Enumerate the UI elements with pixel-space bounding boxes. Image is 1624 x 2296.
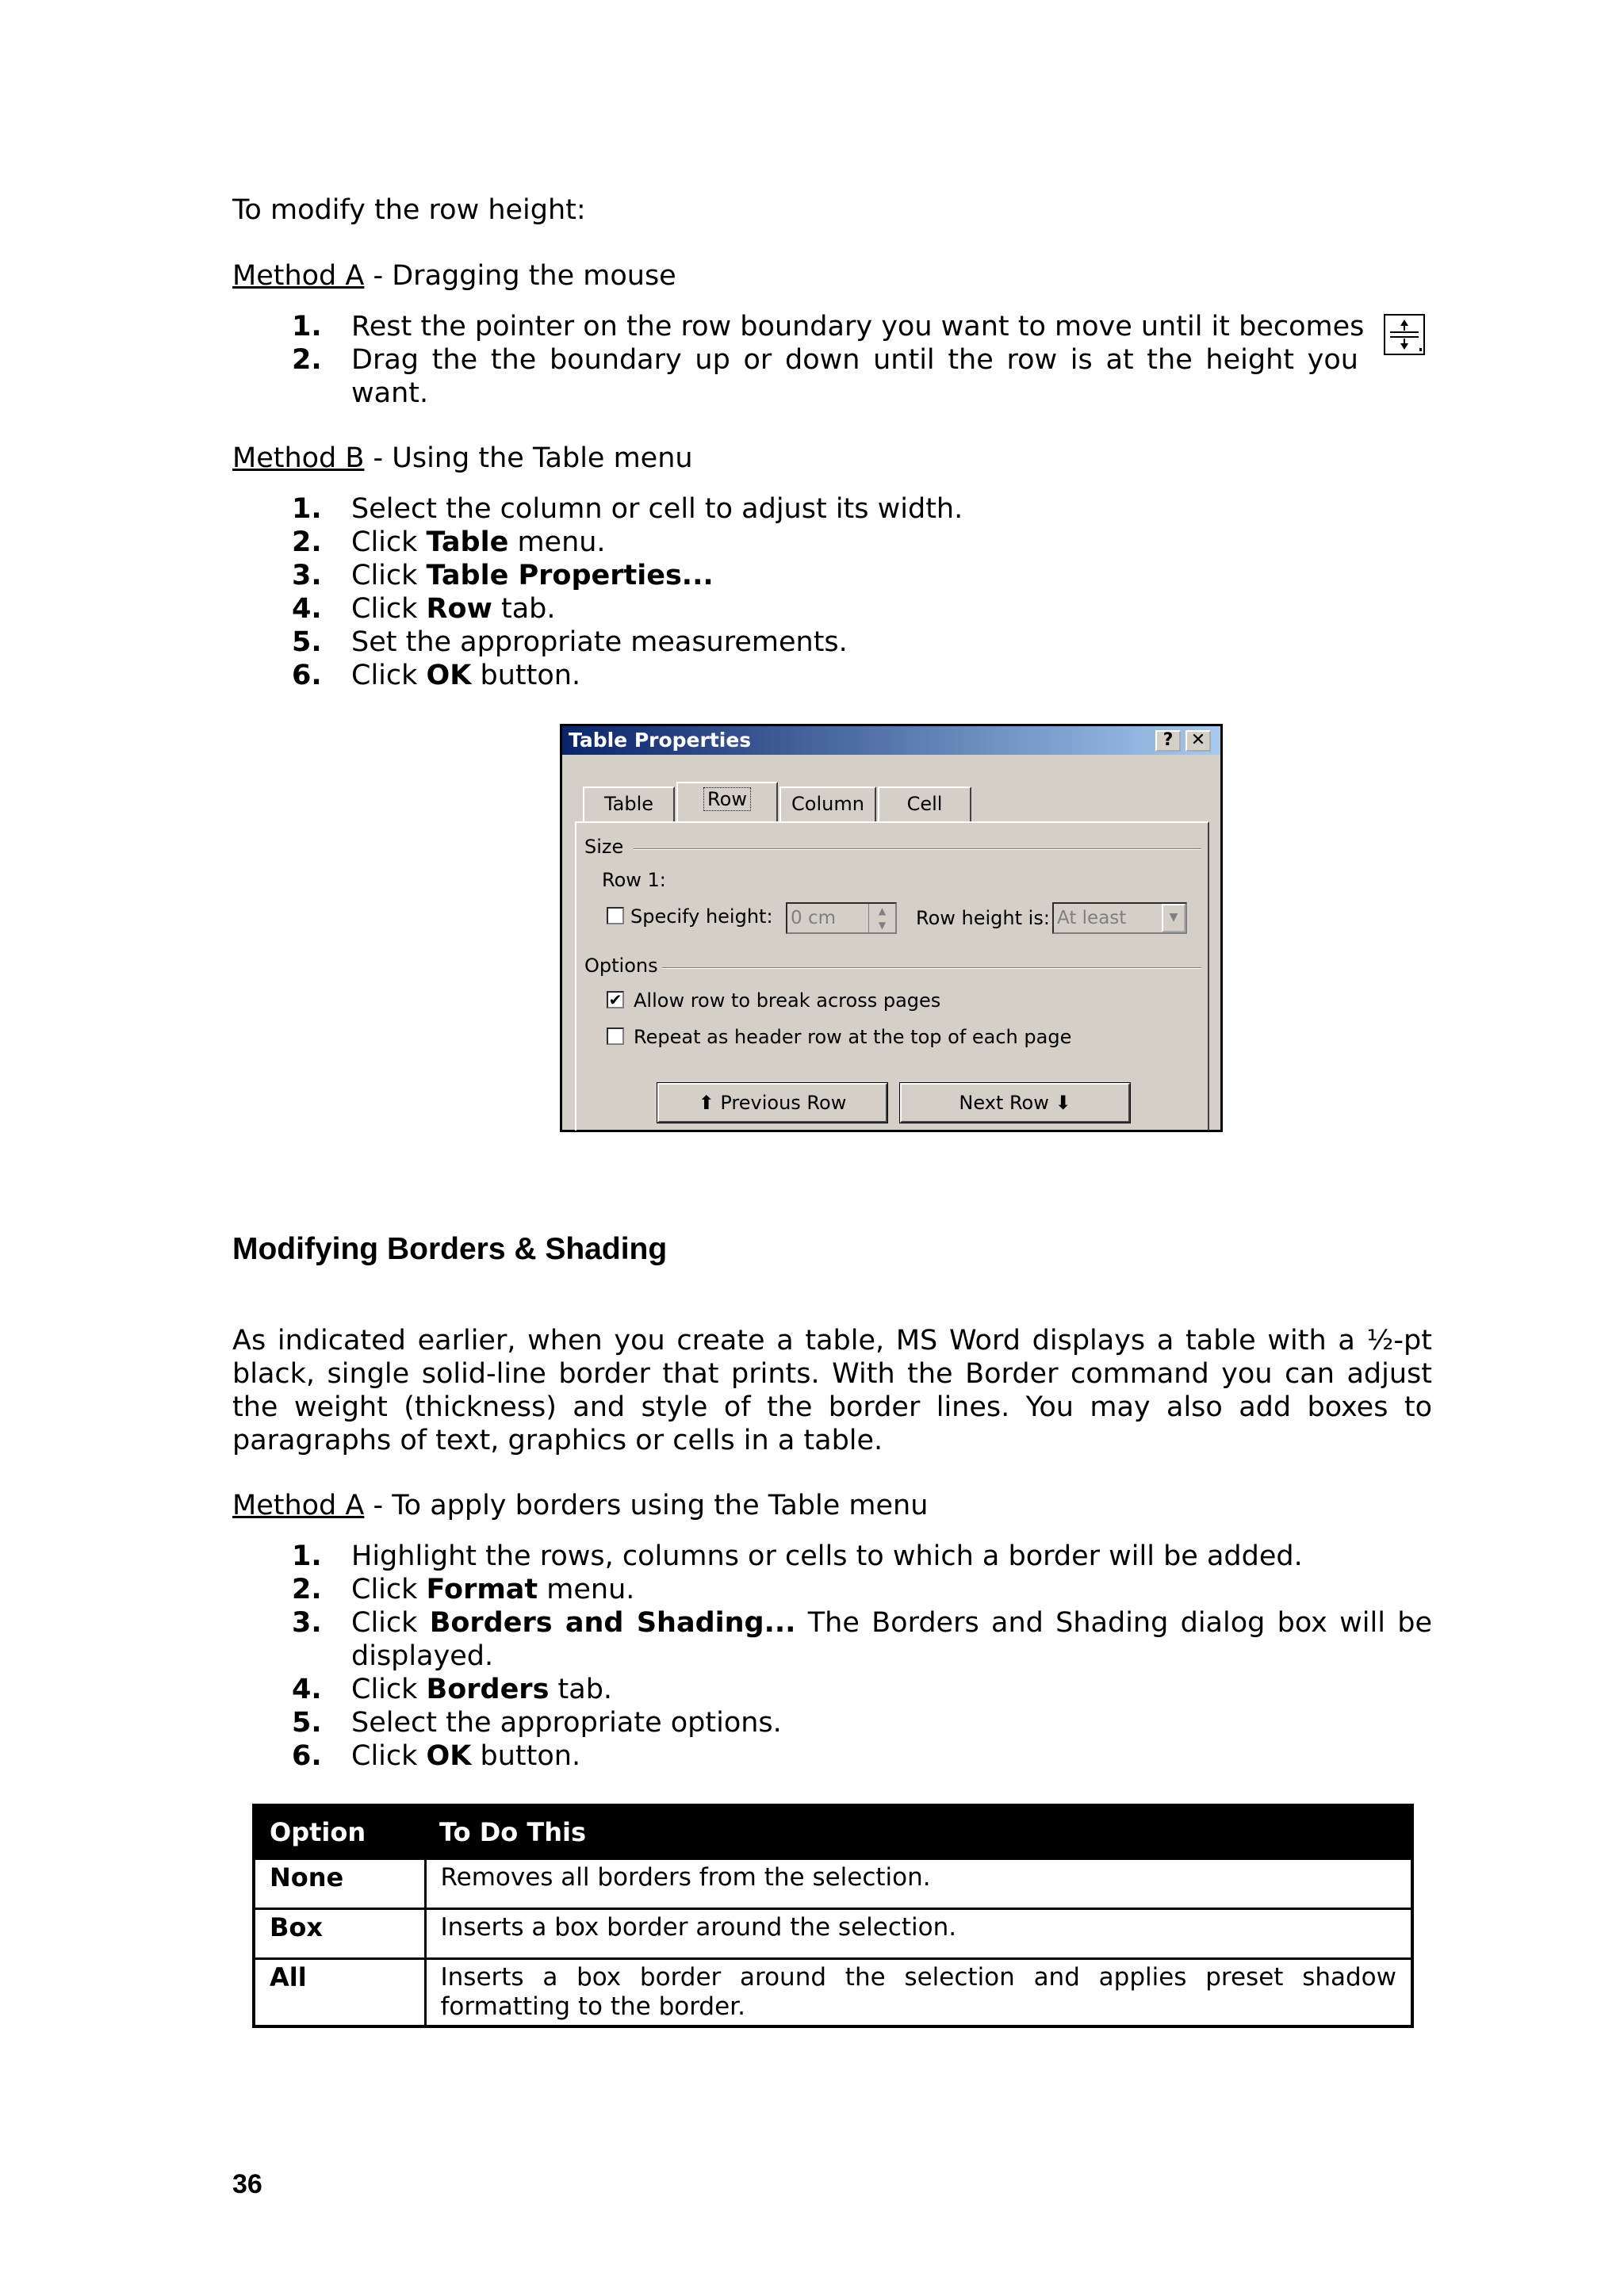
repeat-header-checkbox[interactable] (607, 1027, 624, 1045)
table-row (254, 1959, 1412, 2027)
table-properties-dialog (560, 724, 1223, 1132)
step-bold: OK (426, 660, 472, 691)
method-b-label: Method B (232, 442, 365, 474)
step-number: 4. (292, 593, 322, 625)
step-text: Select the column or cell to adjust its width. (351, 493, 963, 525)
list-item (351, 626, 848, 659)
step-text: Click (351, 1607, 430, 1639)
allow-break-label: Allow row to break across pages (634, 989, 941, 1012)
section-heading: Modifying Borders & Shading (232, 1232, 668, 1266)
tab-cell[interactable] (878, 786, 971, 821)
step-bold: Row (426, 593, 492, 625)
step-text: Click (351, 1740, 427, 1772)
paragraph-line: As indicated earlier, when you create a table, MS Word displays a table with a ½-pt (232, 1325, 1432, 1357)
step-text: menu. (508, 526, 606, 558)
tab-row[interactable] (676, 782, 778, 823)
column-header: Option (254, 1805, 425, 1859)
method-a-desc: - Dragging the mouse (364, 260, 676, 292)
list-item (351, 1573, 634, 1606)
step-text: menu. (538, 1574, 635, 1605)
tab-table[interactable] (583, 786, 675, 821)
size-group-label: Size (584, 836, 624, 858)
step-bold: Format (426, 1574, 538, 1605)
step-bold: OK (426, 1740, 472, 1772)
method-b-heading (232, 442, 693, 475)
page-number: 36 (232, 2169, 262, 2199)
intro-text: To modify the row height: (232, 194, 586, 226)
step-bold: Borders and Shading... (429, 1607, 796, 1639)
row-height-value: At least (1057, 908, 1127, 928)
list-item (351, 1739, 580, 1773)
step-text: button. (471, 1740, 581, 1772)
specify-height-checkbox[interactable] (607, 907, 624, 924)
step-number: 6. (292, 660, 322, 691)
description-cell: Removes all borders from the selection. (425, 1859, 1412, 1909)
list-item (351, 559, 714, 592)
table-row (254, 1859, 1412, 1909)
step-bold: Table (426, 526, 509, 558)
method-b-desc: - Using the Table menu (364, 442, 693, 474)
description-line: formatting to the border. (440, 1992, 745, 2021)
method-a-heading (232, 259, 676, 293)
table-row (254, 1909, 1412, 1959)
group-divider (634, 848, 1201, 850)
paragraph-line: black, single solid-line border that prints. With the Border command you can adjust (232, 1358, 1432, 1390)
help-button[interactable]: ? (1155, 730, 1181, 752)
method-a-label: Method A (232, 1490, 365, 1521)
previous-row-button[interactable]: ⬆ Previous Row (657, 1083, 887, 1123)
height-spinner-icon[interactable]: ▲ ▼ (868, 904, 895, 932)
height-value: 0 cm (791, 908, 836, 928)
tab-label: Cell (906, 793, 943, 815)
step-number: 5. (292, 626, 322, 658)
allow-break-checkbox[interactable]: ✔ (607, 991, 624, 1008)
list-item (351, 526, 606, 559)
row-height-select[interactable] (1052, 902, 1187, 934)
next-row-button[interactable]: Next Row ⬇ (900, 1083, 1130, 1123)
list-item (351, 1540, 1303, 1573)
tab-label: Column (791, 793, 864, 815)
row-height-is-label: Row height is: (916, 907, 1050, 929)
column-header: To Do This (425, 1805, 1412, 1859)
group-divider (662, 967, 1201, 969)
step-number: 2. (292, 344, 322, 376)
step-number: 5. (292, 1707, 322, 1739)
paragraph-line: the weight (thickness) and style of the border lines. You may also add boxes to (232, 1391, 1432, 1423)
list-item-line: displayed. (351, 1640, 494, 1672)
paragraph-line: paragraphs of text, graphics or cells in a table. (232, 1425, 883, 1456)
step-text: button. (471, 660, 581, 691)
step-text: Highlight the rows, columns or cells to which a border will be added. (351, 1540, 1303, 1572)
option-cell: All (254, 1959, 425, 2027)
step-text: Click (351, 1674, 427, 1705)
step-text: Select the appropriate options. (351, 1707, 782, 1739)
dialog-titlebar (562, 726, 1220, 755)
step-number: 4. (292, 1674, 322, 1705)
repeat-header-label: Repeat as header row at the top of each page (634, 1026, 1072, 1048)
close-button[interactable]: ✕ (1185, 730, 1211, 752)
step-text: The Borders and Shading dialog box will be (795, 1607, 1432, 1639)
row-resize-cursor-icon (1384, 314, 1425, 355)
step-number: 3. (292, 1607, 322, 1639)
height-input[interactable] (786, 902, 897, 934)
step-text: Click (351, 560, 427, 591)
list-item (351, 492, 963, 526)
list-item (351, 1673, 612, 1706)
step-text: Click (351, 593, 427, 625)
description-cell: Inserts a box border around the selection. (425, 1909, 1412, 1959)
list-item (351, 1706, 782, 1739)
step-text: Click (351, 660, 427, 691)
tab-label: Table (603, 793, 654, 815)
tab-label: Row (703, 787, 751, 811)
specify-height-label: Specify height: (630, 905, 773, 928)
description-line: Inserts a box border around the selection and applies preset shadow (440, 1963, 1396, 1992)
border-options-table (252, 1804, 1414, 2028)
method-a-label: Method A (232, 260, 365, 292)
step-number: 3. (292, 560, 322, 591)
dialog-title: Table Properties (569, 729, 752, 752)
method-a-borders-heading (232, 1489, 928, 1522)
method-a-desc: - To apply borders using the Table menu (364, 1490, 929, 1521)
tab-column[interactable] (779, 786, 876, 821)
step-number: 2. (292, 1574, 322, 1605)
options-group-label: Options (584, 955, 658, 977)
step-text: Click (351, 526, 427, 558)
list-item (351, 659, 580, 692)
option-cell: Box (254, 1909, 425, 1959)
step-number: 1. (292, 311, 322, 342)
list-item-line: Drag the the boundary up or down until the row is at the height you (351, 344, 1358, 376)
step-bold: Borders (426, 1674, 550, 1705)
description-cell (425, 1959, 1412, 2027)
step-number: 2. (292, 526, 322, 558)
list-item: Rest the pointer on the row boundary you want to move until it becomes (351, 311, 1365, 342)
list-item (351, 343, 1358, 410)
option-cell: None (254, 1859, 425, 1909)
step-text: tab. (492, 593, 556, 625)
list-item-line (351, 1606, 1432, 1640)
step-number: 6. (292, 1740, 322, 1772)
step-text: Click (351, 1574, 427, 1605)
step-text: Set the appropriate measurements. (351, 626, 848, 658)
step-text: tab. (549, 1674, 613, 1705)
intro-paragraph (232, 1324, 1432, 1457)
chevron-down-icon[interactable]: ▼ (1162, 904, 1185, 932)
step-bold: Table Properties... (426, 560, 714, 591)
step-number: 1. (292, 493, 322, 525)
list-item-line: want. (351, 377, 429, 409)
list-item (351, 1606, 1432, 1673)
list-item (351, 592, 556, 626)
table-header-row (254, 1805, 1412, 1859)
step-number: 1. (292, 1540, 322, 1572)
row-number-label: Row 1: (602, 869, 666, 891)
